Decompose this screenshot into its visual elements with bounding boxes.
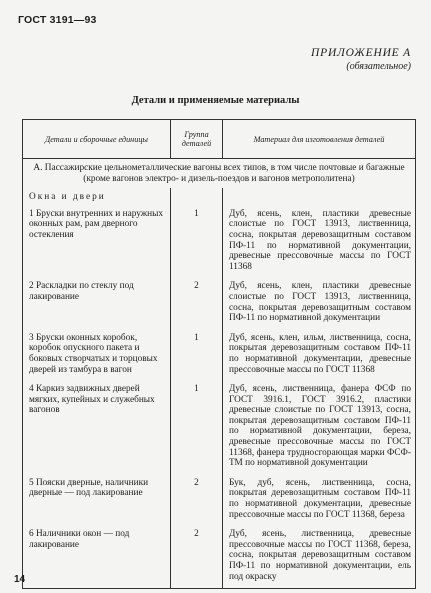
part-material: Дуб, ясень, лиственница, фанера ФСФ по ГОСТ 3916.1, ГОСТ 3916.2, пластики древесные слоистые по ГОСТ 13913, сосна, покрытая деревозащитным составом ПФ-11 по нормативной документации, береза, древесные прессовочные массы по ГОСТ 11368, фанера трудносгорающая марки ФСФ-ТМ по нормативной документации	[223, 381, 416, 475]
part-name: 3 Бруски оконных коробок, коробок опускного пакета и боковых створчатых и торцовых дверей из тамбура в вагон	[23, 330, 171, 381]
part-name: 1 Бруски внутренних и наружных оконных рам, рам дверного остекления	[23, 206, 171, 279]
part-group: 1	[171, 330, 223, 381]
table-row	[23, 381, 416, 475]
column-header-group: Группа деталей	[171, 120, 223, 159]
table-row	[23, 206, 416, 279]
table-row	[23, 278, 416, 329]
part-material: Бук, дуб, ясень, лиственница, сосна, покрытая деревозащитным составом ПФ-11 по нормативной документации, древесные прессовочные массы по ГОСТ 11368, береза	[223, 475, 416, 526]
materials-table	[22, 119, 416, 589]
part-material: Дуб, ясень, клен, ильм, лиственница, сосна, покрытая деревозащитным составом ПФ-11 по нормативной документации, древесные прессовочные массы по ГОСТ 11368	[223, 330, 416, 381]
part-group: 1	[171, 381, 223, 475]
part-material: Дуб, ясень, лиственница, древесные прессовочные массы по ГОСТ 11368, береза, сосна, покрытая деревозащитным составом ПФ-11 по нормативной документации, ель под окраску	[223, 526, 416, 588]
part-name: 5 Пояски дверные, наличники дверные — под лакирование	[23, 475, 171, 526]
section-heading: А. Пассажирские цельнометаллические вагоны всех типов, в том числе почтовые и багажные (кроме вагонов электро- и дизель-поездов и вагонов метрополитена)	[23, 159, 416, 189]
part-material: Дуб, ясень, клен, пластики древесные слоистые по ГОСТ 13913, лиственница, сосна, покрытая деревозащитным составом ПФ-11 по нормативной документации, древесные прессовочные массы по ГОСТ 11368	[223, 206, 416, 279]
appendix-block	[311, 47, 411, 73]
standard-header: ГОСТ 3191—93	[18, 14, 97, 26]
page-number: 14	[14, 574, 26, 585]
document-title: Детали и применяемые материалы	[131, 95, 300, 106]
part-name: 4 Каркиз задвижных дверей мягких, купейных и служебных вагонов	[23, 381, 171, 475]
part-group: 1	[171, 206, 223, 279]
table-row	[23, 526, 416, 588]
part-material: Дуб, ясень, клен, пластики древесные слоистые по ГОСТ 13913, лиственница, сосна, покрытая деревозащитным составом ПФ-11 по нормативной документации	[223, 278, 416, 329]
part-group: 2	[171, 475, 223, 526]
appendix-title: ПРИЛОЖЕНИЕ А	[311, 47, 411, 59]
column-header-material: Материал для изготовления деталей	[223, 120, 416, 159]
table-row	[23, 330, 416, 381]
table-header-row	[23, 120, 416, 159]
part-name: 2 Раскладки по стеклу под лакирование	[23, 278, 171, 329]
appendix-note: (обязательное)	[346, 61, 411, 72]
subsection-heading: Окна и двери	[23, 188, 171, 206]
part-group: 2	[171, 278, 223, 329]
column-header-parts: Детали и сборочные единицы	[23, 120, 171, 159]
table-row	[23, 475, 416, 526]
part-name: 6 Наличники окон — под лакирование	[23, 526, 171, 588]
part-group: 2	[171, 526, 223, 588]
